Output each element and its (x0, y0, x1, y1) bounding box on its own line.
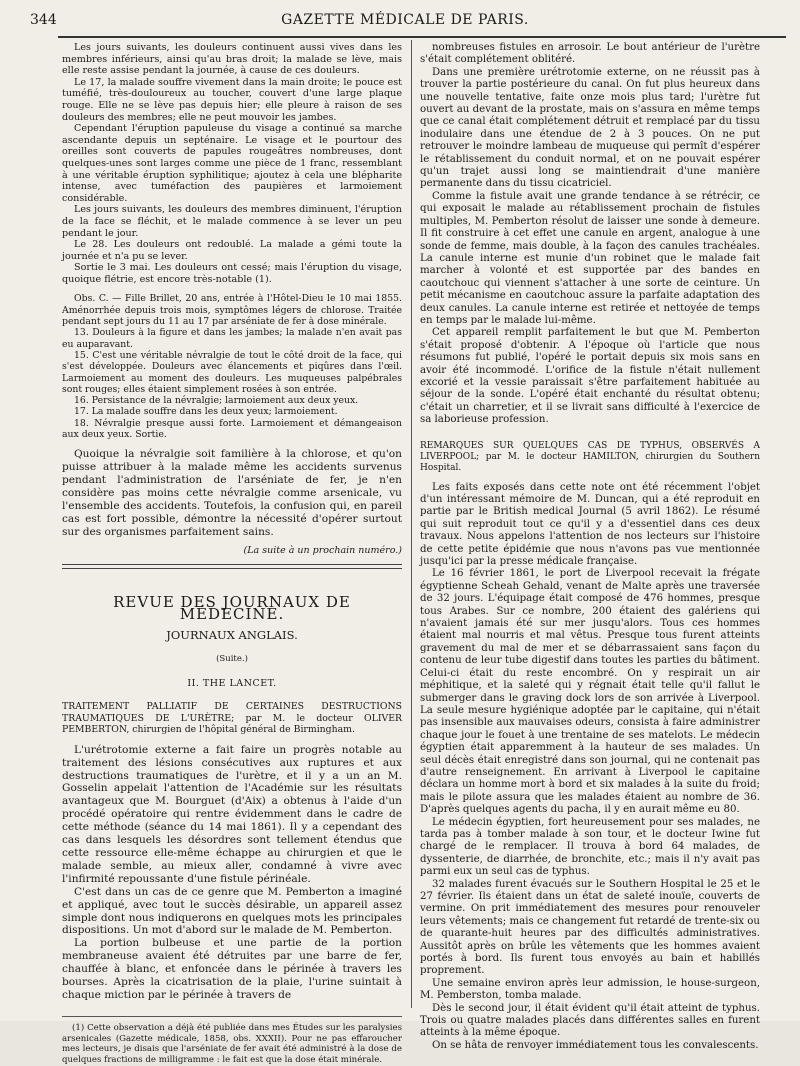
footnote-rule (62, 1016, 402, 1017)
paragraph: Le 28. Les douleurs ont redoublé. La malade a gémi toute la journée et n'a pu se lever. (62, 239, 402, 262)
paragraph: Une semaine environ après leur admission, le house-surgeon, M. Pemberston, tomba malade. (420, 977, 760, 1002)
continued-note: (La suite à un prochain numéro.) (243, 544, 402, 556)
journal-title: GAZETTE MÉDICALE DE PARIS. (281, 12, 529, 28)
lancet-heading: II. THE LANCET. (187, 677, 277, 689)
observation-entry: 13. Douleurs à la figure et dans les jambes; la malade n'en avait pas eu auparavant. (62, 327, 402, 350)
paragraph: La portion bulbeuse et une partie de la portion membraneuse avaient été détruites par une barre de fer, chauffée à blanc, et enfoncée dans le périnée à travers les bourses. Après la cicatrisation de la plaie, l'urine suintait à chaque miction par le périnée à travers de (62, 937, 402, 1001)
paragraph: Le 16 février 1861, le port de Liverpool recevait la frégate égyptienne Scheah Gehald, venant de Malte après une traversée de 32 jours. L'équipage était composé de 476 hommes, presque tous Arabes. Sur ce nombre, 200 étaient des galériens qui n'avaient jamais été sur mer jusqu'alors. Tous ces hommes étaient mal nourris et mal vêtus. Presque tous furent atteints gravement du mal de mer et se débarrassaient sans façon du contenu de leur tube digestif dans toutes les parties du bâtiment. Celui-ci était du reste encombré. On y respirait un air méphitique, et la saleté qui y régnait était telle qu'il fallut le submerger dans le graving dock lors de son arrivée à Liverpool. La seule mesure hygiénique adoptée par le capitaine, qui n'était pas insensible aux mauvaises odeurs, consista à faire administrer chaque jour le fouet à une trentaine de ses matelots. Le médecin égyptien était apparemment à la hauteur de ses malades. Un seul décès était enregistré dans son journal, qui ne contenait pas d'autre renseignement. En arrivant à Liverpool le capitaine déclara un homme mort à bord et six malades à la suite du froid; mais le pilote assura que les malades étaient au nombre de 36. D'après quelques agents du pacha, il y en aurait même eu 80. (420, 568, 760, 816)
paragraph: Les jours suivants, les douleurs continuent aussi vives dans les membres inférieurs, ainsi qu'au bras droit; la malade se lève, mais elle reste assise pendant la journée, à cause de ces douleurs. (62, 42, 402, 77)
section-title: JOURNAUX ANGLAIS. (166, 628, 298, 643)
paragraph: nombreuses fistules en arrosoir. Le bout antérieur de l'urètre s'était complétement oblitéré. (420, 42, 760, 66)
paragraph: 32 malades furent évacués sur le Southern Hospital le 25 et le 27 février. Ils étaient dans un état de saleté inouïe, couverts de vermine. On prit immédiatement des mesures pour renouveler leurs vêtements; mais ce changement fut retardé de trente-six ou de quarante-huit heures par des difficultés administratives. Aussitôt après on brûle les vêtements que les hommes avaient portés à bord. Ils furent tous envoyés au bain et habillés proprement. (420, 878, 760, 977)
article-heading: REMARQUES SUR QUELQUES CAS DE TYPHUS, OBSERVÉS A LIVERPOOL; par M. le docteur HAMILTON, chirurgien du Southern Hospital. (420, 440, 760, 473)
suite-label: (Suite.) (216, 654, 248, 665)
observation-c: Obs. C. — Fille Brillet, 20 ans, entrée à l'Hôtel-Dieu le 10 mai 1855. Aménorrhée depuis trois mois, symptômes légers de chlorose. Traitée pendant sept jours du 11 au 17 par arséniate de fer à dose minérale. (62, 293, 402, 328)
revue-title: REVUE DES JOURNAUX DE MÉDECINE. (113, 593, 351, 623)
paragraph: On se hâta de renvoyer immédiatement tous les convalescents. (432, 1039, 759, 1051)
paragraph: Sortie le 3 mai. Les douleurs ont cessé; mais l'éruption du visage, quoique flétrie, est encore très-notable (1). (62, 262, 402, 285)
paragraph: C'est dans un cas de ce genre que M. Pemberton a imaginé et appliqué, avec tout le succès désirable, un appareil assez simple dont nous indiquerons en quelques mots les principales dispositions. Un mot d'abord sur le malade de M. Pemberton. (62, 885, 402, 937)
column-divider (411, 40, 412, 1008)
left-column (62, 42, 402, 1066)
paragraph: Le médecin égyptien, fort heureusement pour ses malades, ne tarda pas à tomber malade à son tour, et le docteur Iwine fut chargé de le remplacer. Il trouva à bord 64 malades, de dyssenterie, de diarrhée, de bronchite, etc.; mais il n'y avait pas parmi eux un seul cas de typhus. (420, 816, 760, 878)
footnote: (1) Cette observation a déjà été publiée dans mes Études sur les paralysies arsenicales (Gazette médicale, 1858, obs. XXXII). Pour ne pas effaroucher mes lecteurs, je disais que l'arséniate de fer avait été administré à la dose de quelques fractions de milligramme : le fait est que la dose était minérale. (62, 1022, 402, 1066)
paragraph: Les jours suivants, les douleurs des membres diminuent, l'éruption de la face se fléchit, et le malade commence à se lever un peu pendant le jour. (62, 204, 402, 239)
paragraph: L'urétrotomie externe a fait faire un progrès notable au traitement des lésions consécutives aux ruptures et aux destructions traumatiques de l'urètre, et il y a un an M. Gosselin appelait l'attention de l'Académie sur les résultats avantageux que M. Bourguet (d'Aix) a obtenus à l'aide d'un procédé opératoire qui rentre évidemment dans le cadre de cette méthode (séance du 14 mai 1861). Il y a cependant des cas dans lesquels les désordres sont tellement étendus que cette ressource elle-même échappe au chirurgien et que le malade semble, au mieux aller, condamné à vivre avec l'infirmité repoussante d'une fistule périnéale. (62, 743, 402, 885)
conclusion-paragraph: Quoique la névralgie soit familière à la chlorose, et qu'on puisse attribuer à la malade même les accidents survenus pendant l'administration de l'arséniate de fer, je n'en considère pas moins cette névralgie comme arsenicale, vu l'ensemble des accidents. Toutefois, la confusion qui, en pareil cas est fort possible, démontre la nécessité d'opérer surtout sur des organismes parfaitement sains. (62, 448, 402, 538)
paragraph: Les faits exposés dans cette note ont été récemment l'objet d'un intéressant mémoire de M. Duncan, qui a été reproduit en partie par le British medical Journal (5 avril 1862). Le résumé qui suit reproduit tout ce qu'il y a d'essentiel dans ces deux travaux. Nous appelons l'attention de nos lecteurs sur l'histoire de cette petite épidémie que nous n'avons pas vue mentionnée jusqu'ici par la presse médicale française. (420, 481, 760, 568)
section-rule (62, 564, 402, 565)
article-heading: TRAITEMENT PALLIATIF DE CERTAINES DESTRUCTIONS TRAUMATIQUES DE L'URÈTRE; par M. le docteur OLIVER PEMBERTON, chirurgien de l'hôpital général de Birmingham. (62, 701, 402, 736)
paragraph: Cet appareil remplit parfaitement le but que M. Pemberton s'était proposé d'obtenir. A l'époque où l'article que nous résumons fut publié, l'opéré le portait depuis six mois sans en avoir été incommodé. L'orifice de la fistule n'était nullement excorié et la vessie paraissait s'être parfaitement habituée au séjour de la sonde. L'opéré était enchanté du résultat obtenu; c'était un charretier, et il se livrait sans difficulté à l'exercice de sa laborieuse profession. (420, 327, 760, 426)
observation-entry: 17. La malade souffre dans les deux yeux; larmoiement. (74, 406, 338, 418)
paragraph: Comme la fistule avait une grande tendance à se rétrécir, ce qui exposait le malade au rétablissement prochain de fistules multiples, M. Pemberton résolut de laisser une sonde à demeure. Il fit construire à cet effet une canule en argent, analogue à une sonde de femme, mais double, à la façon des canules trachéales. La canule interne est munie d'un robinet que le malade fait marcher à volonté et est supportée par des bandes en caoutchouc qui viennent s'attacher à une sorte de ceinture. Un petit mécanisme en caoutchouc assure la parfaite adaptation des deux canules. La canule interne est retirée et nettoyée de temps en temps par le malade lui-même. (420, 190, 760, 326)
section-rule (62, 568, 402, 569)
paragraph: Dès le second jour, il était évident qu'il était atteint de typhus. Trois ou quatre malades placés dans différentes salles en furent atteints à la même époque. (420, 1002, 760, 1039)
paragraph: Dans une première urétrotomie externe, on ne réussit pas à trouver la partie postérieure du canal. On fut plus heureux dans une nouvelle tentative, faite onze mois plus tard; l'urètre fut ouvert au devant de la prostate, mais on s'assura en même temps que ce canal était complétement détruit et remplacé par du tissu inodulaire dans une étendue de 2 à 3 pouces. On ne put retrouver le moindre lambeau de muqueuse qui permît d'espérer le rétablissement du conduit normal, et on ne pouvait espérer qu'un trajet aussi long se maintiendrait d'une manière permanente dans du tissu cicatriciel. (420, 66, 760, 190)
page-number: 344 (30, 12, 57, 28)
paragraph: Le 17, la malade souffre vivement dans la main droite; le pouce est tuméfié, très-douloureux au toucher, couvert d'une large plaque rouge. Elle ne se lève pas depuis hier; elle pleure à raison de ses douleurs des membres; elle ne peut mouvoir les jambes. (62, 76, 402, 123)
page-header (30, 12, 780, 34)
header-rule (58, 36, 786, 38)
observation-entry: 15. C'est une véritable névralgie de tout le côté droit de la face, qui s'est développée. Douleurs avec élancements et piqûres dans l'œil. Larmoiement au moment des douleurs. Les muqueuses palpébrales sont rouges; elles étaient simplement rosées à son entrée. (62, 349, 402, 395)
right-column (420, 42, 760, 1051)
paragraph: Cependant l'éruption papuleuse du visage a continué sa marche ascendante depuis un septénaire. Le visage et le pourtour des oreilles sont couverts de papules rougeâtres nombreuses, dont quelques-unes sont larges comme une pièce de 1 franc, ressemblant à une véritable éruption syphilitique; ajoutez à cela une blépharite intense, avec tuméfaction des paupières et larmoiement considérable. (62, 123, 402, 204)
observation-entry: 16. Persistance de la névralgie; larmoiement aux deux yeux. (74, 395, 359, 407)
observation-entry: 18. Névralgie presque aussi forte. Larmoiement et démangeaison aux deux yeux. Sortie. (62, 417, 402, 441)
